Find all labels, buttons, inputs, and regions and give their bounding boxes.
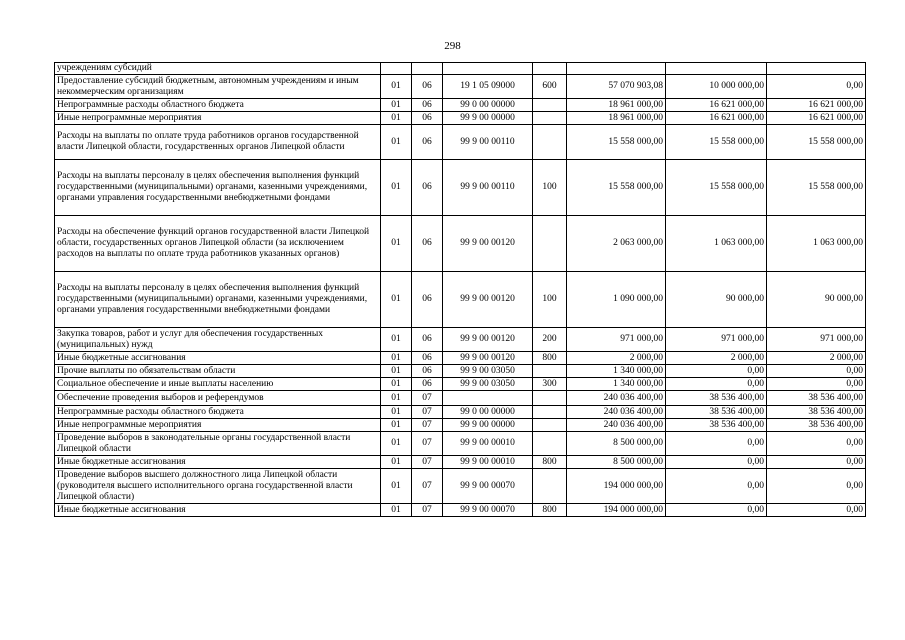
row-section-cell: 01 — [381, 99, 412, 112]
row-amount-year3-cell: 0,00 — [767, 75, 866, 99]
row-amount-year2-cell: 38 536 400,00 — [666, 419, 767, 432]
row-target-article-cell: 99 0 00 00000 — [443, 406, 533, 419]
row-amount-year2-cell: 0,00 — [666, 456, 767, 469]
row-amount-year2-cell: 38 536 400,00 — [666, 406, 767, 419]
table-row — [55, 419, 866, 432]
row-amount-year2-cell: 0,00 — [666, 469, 767, 504]
row-subsection-cell — [412, 63, 443, 75]
row-amount-year3-cell: 0,00 — [767, 365, 866, 378]
row-amount-year1-cell: 18 961 000,00 — [567, 99, 666, 112]
row-amount-year1-cell: 1 340 000,00 — [567, 378, 666, 391]
row-amount-year2-cell: 0,00 — [666, 378, 767, 391]
row-subsection-cell: 07 — [412, 432, 443, 456]
row-expense-type-cell: 300 — [533, 378, 567, 391]
row-amount-year1-cell: 194 000 000,00 — [567, 469, 666, 504]
row-name-cell: Расходы на обеспечение функций органов государственной власти Липецкой области, государственных органов Липецкой области (за исключением расходов на выплаты по оплате труда работников указанных органов) — [55, 216, 381, 272]
row-expense-type-cell — [533, 125, 567, 160]
row-amount-year1-cell: 8 500 000,00 — [567, 432, 666, 456]
row-target-article-cell: 99 9 00 00010 — [443, 456, 533, 469]
row-expense-type-cell: 800 — [533, 352, 567, 365]
row-amount-year2-cell: 0,00 — [666, 432, 767, 456]
row-amount-year3-cell: 0,00 — [767, 378, 866, 391]
row-expense-type-cell — [533, 469, 567, 504]
row-amount-year1-cell: 15 558 000,00 — [567, 125, 666, 160]
row-section-cell: 01 — [381, 75, 412, 99]
row-name-cell: Иные непрограммные мероприятия — [55, 419, 381, 432]
row-name-cell: Непрограммные расходы областного бюджета — [55, 99, 381, 112]
row-name-cell: Иные бюджетные ассигнования — [55, 504, 381, 517]
row-subsection-cell: 06 — [412, 125, 443, 160]
row-expense-type-cell: 800 — [533, 504, 567, 517]
row-expense-type-cell: 100 — [533, 160, 567, 216]
row-expense-type-cell — [533, 99, 567, 112]
row-amount-year3-cell: 38 536 400,00 — [767, 391, 866, 406]
row-target-article-cell: 99 9 00 00110 — [443, 125, 533, 160]
row-expense-type-cell — [533, 419, 567, 432]
row-amount-year3-cell: 1 063 000,00 — [767, 216, 866, 272]
row-amount-year1-cell: 971 000,00 — [567, 328, 666, 352]
row-amount-year1-cell: 8 500 000,00 — [567, 456, 666, 469]
row-section-cell: 01 — [381, 419, 412, 432]
row-name-cell: Прочие выплаты по обязательствам области — [55, 365, 381, 378]
row-amount-year1-cell: 194 000 000,00 — [567, 504, 666, 517]
table-body — [55, 63, 866, 517]
row-amount-year2-cell: 0,00 — [666, 504, 767, 517]
table-row — [55, 272, 866, 328]
row-amount-year2-cell: 16 621 000,00 — [666, 112, 767, 125]
row-name-cell: Социальное обеспечение и иные выплаты населению — [55, 378, 381, 391]
row-name-cell: Закупка товаров, работ и услуг для обеспечения государственных (муниципальных) нужд — [55, 328, 381, 352]
row-expense-type-cell — [533, 391, 567, 406]
table-row — [55, 99, 866, 112]
row-section-cell: 01 — [381, 406, 412, 419]
row-section-cell: 01 — [381, 112, 412, 125]
row-amount-year3-cell: 15 558 000,00 — [767, 125, 866, 160]
row-section-cell: 01 — [381, 352, 412, 365]
row-section-cell: 01 — [381, 456, 412, 469]
row-name-cell: Проведение выборов в законодательные органы государственной власти Липецкой области — [55, 432, 381, 456]
row-subsection-cell: 07 — [412, 456, 443, 469]
table-row — [55, 432, 866, 456]
row-target-article-cell — [443, 391, 533, 406]
table-row — [55, 352, 866, 365]
row-target-article-cell: 99 9 00 00070 — [443, 469, 533, 504]
table-row — [55, 160, 866, 216]
row-section-cell: 01 — [381, 216, 412, 272]
row-amount-year3-cell: 0,00 — [767, 504, 866, 517]
row-subsection-cell: 06 — [412, 160, 443, 216]
row-amount-year1-cell: 15 558 000,00 — [567, 160, 666, 216]
row-section-cell — [381, 63, 412, 75]
row-target-article-cell: 19 1 05 09000 — [443, 75, 533, 99]
row-expense-type-cell — [533, 63, 567, 75]
row-name-cell: Иные бюджетные ассигнования — [55, 456, 381, 469]
row-section-cell: 01 — [381, 469, 412, 504]
row-amount-year1-cell: 240 036 400,00 — [567, 391, 666, 406]
row-name-cell: Расходы на выплаты персоналу в целях обеспечения выполнения функций государственными (муниципальными) органами, казенными учреждениями, органами управления государственными внебюджетными фондами — [55, 272, 381, 328]
row-target-article-cell: 99 9 00 03050 — [443, 378, 533, 391]
row-expense-type-cell: 800 — [533, 456, 567, 469]
table-row — [55, 328, 866, 352]
row-amount-year3-cell: 16 621 000,00 — [767, 112, 866, 125]
row-amount-year1-cell: 2 063 000,00 — [567, 216, 666, 272]
row-name-cell: Иные непрограммные мероприятия — [55, 112, 381, 125]
row-section-cell: 01 — [381, 391, 412, 406]
row-section-cell: 01 — [381, 365, 412, 378]
table-row — [55, 63, 866, 75]
row-subsection-cell: 07 — [412, 406, 443, 419]
row-subsection-cell: 06 — [412, 216, 443, 272]
row-expense-type-cell: 100 — [533, 272, 567, 328]
row-expense-type-cell — [533, 216, 567, 272]
row-name-cell: учреждениям субсидий — [55, 63, 381, 75]
row-amount-year2-cell: 2 000,00 — [666, 352, 767, 365]
row-name-cell: Непрограммные расходы областного бюджета — [55, 406, 381, 419]
row-name-cell: Проведение выборов высшего должностного лица Липецкой области (руководителя высшего исполнительного органа государственной власти Липецкой области) — [55, 469, 381, 504]
row-amount-year2-cell: 10 000 000,00 — [666, 75, 767, 99]
row-subsection-cell: 06 — [412, 99, 443, 112]
row-target-article-cell — [443, 63, 533, 75]
row-amount-year2-cell: 0,00 — [666, 365, 767, 378]
row-amount-year1-cell — [567, 63, 666, 75]
row-amount-year1-cell: 240 036 400,00 — [567, 419, 666, 432]
row-expense-type-cell — [533, 432, 567, 456]
row-amount-year2-cell: 38 536 400,00 — [666, 391, 767, 406]
row-amount-year3-cell: 0,00 — [767, 456, 866, 469]
row-amount-year3-cell: 2 000,00 — [767, 352, 866, 365]
row-amount-year2-cell: 90 000,00 — [666, 272, 767, 328]
table-row — [55, 125, 866, 160]
row-subsection-cell: 06 — [412, 365, 443, 378]
row-subsection-cell: 06 — [412, 328, 443, 352]
table-row — [55, 112, 866, 125]
row-section-cell: 01 — [381, 432, 412, 456]
row-amount-year2-cell: 15 558 000,00 — [666, 160, 767, 216]
row-target-article-cell: 99 0 00 00000 — [443, 99, 533, 112]
row-target-article-cell: 99 9 00 00120 — [443, 216, 533, 272]
row-subsection-cell: 07 — [412, 419, 443, 432]
row-subsection-cell: 07 — [412, 469, 443, 504]
row-target-article-cell: 99 9 00 00110 — [443, 160, 533, 216]
row-subsection-cell: 06 — [412, 75, 443, 99]
row-target-article-cell: 99 9 00 00000 — [443, 419, 533, 432]
row-amount-year2-cell: 1 063 000,00 — [666, 216, 767, 272]
page-number: 298 — [444, 40, 461, 52]
table-row — [55, 406, 866, 419]
table-row — [55, 504, 866, 517]
row-amount-year3-cell: 38 536 400,00 — [767, 406, 866, 419]
table-row — [55, 216, 866, 272]
row-expense-type-cell — [533, 365, 567, 378]
row-target-article-cell: 99 9 00 00070 — [443, 504, 533, 517]
row-name-cell: Расходы на выплаты персоналу в целях обеспечения выполнения функций государственными (муниципальными) органами, казенными учреждениями, органами управления государственными внебюджетными фондами — [55, 160, 381, 216]
table-row — [55, 378, 866, 391]
row-amount-year3-cell: 0,00 — [767, 469, 866, 504]
row-amount-year3-cell: 38 536 400,00 — [767, 419, 866, 432]
row-name-cell: Обеспечение проведения выборов и референдумов — [55, 391, 381, 406]
table-row — [55, 365, 866, 378]
row-subsection-cell: 07 — [412, 391, 443, 406]
row-amount-year2-cell: 16 621 000,00 — [666, 99, 767, 112]
row-section-cell: 01 — [381, 125, 412, 160]
row-amount-year1-cell: 1 090 000,00 — [567, 272, 666, 328]
row-expense-type-cell: 600 — [533, 75, 567, 99]
row-amount-year3-cell: 90 000,00 — [767, 272, 866, 328]
row-target-article-cell: 99 9 00 03050 — [443, 365, 533, 378]
row-amount-year1-cell: 240 036 400,00 — [567, 406, 666, 419]
row-target-article-cell: 99 9 00 00120 — [443, 352, 533, 365]
row-section-cell: 01 — [381, 160, 412, 216]
row-amount-year1-cell: 18 961 000,00 — [567, 112, 666, 125]
row-amount-year3-cell: 0,00 — [767, 432, 866, 456]
row-section-cell: 01 — [381, 328, 412, 352]
row-target-article-cell: 99 9 00 00010 — [443, 432, 533, 456]
row-subsection-cell: 06 — [412, 352, 443, 365]
row-amount-year1-cell: 57 070 903,08 — [567, 75, 666, 99]
row-section-cell: 01 — [381, 504, 412, 517]
row-amount-year2-cell — [666, 63, 767, 75]
row-name-cell: Иные бюджетные ассигнования — [55, 352, 381, 365]
row-amount-year1-cell: 1 340 000,00 — [567, 365, 666, 378]
row-target-article-cell: 99 9 00 00120 — [443, 272, 533, 328]
row-expense-type-cell — [533, 112, 567, 125]
row-amount-year3-cell: 15 558 000,00 — [767, 160, 866, 216]
budget-table — [54, 62, 866, 517]
row-amount-year1-cell: 2 000,00 — [567, 352, 666, 365]
table-row — [55, 456, 866, 469]
row-section-cell: 01 — [381, 378, 412, 391]
table-row — [55, 391, 866, 406]
row-amount-year2-cell: 15 558 000,00 — [666, 125, 767, 160]
row-amount-year2-cell: 971 000,00 — [666, 328, 767, 352]
row-target-article-cell: 99 9 00 00120 — [443, 328, 533, 352]
row-subsection-cell: 06 — [412, 272, 443, 328]
table-row — [55, 469, 866, 504]
row-subsection-cell: 06 — [412, 378, 443, 391]
row-subsection-cell: 07 — [412, 504, 443, 517]
row-amount-year3-cell: 16 621 000,00 — [767, 99, 866, 112]
row-expense-type-cell: 200 — [533, 328, 567, 352]
row-amount-year3-cell — [767, 63, 866, 75]
row-expense-type-cell — [533, 406, 567, 419]
row-target-article-cell: 99 9 00 00000 — [443, 112, 533, 125]
row-name-cell: Расходы на выплаты по оплате труда работников органов государственной власти Липецкой области, государственных органов Липецкой области — [55, 125, 381, 160]
table-row — [55, 75, 866, 99]
row-amount-year3-cell: 971 000,00 — [767, 328, 866, 352]
row-section-cell: 01 — [381, 272, 412, 328]
row-name-cell: Предоставление субсидий бюджетным, автономным учреждениям и иным некоммерческим организациям — [55, 75, 381, 99]
row-subsection-cell: 06 — [412, 112, 443, 125]
